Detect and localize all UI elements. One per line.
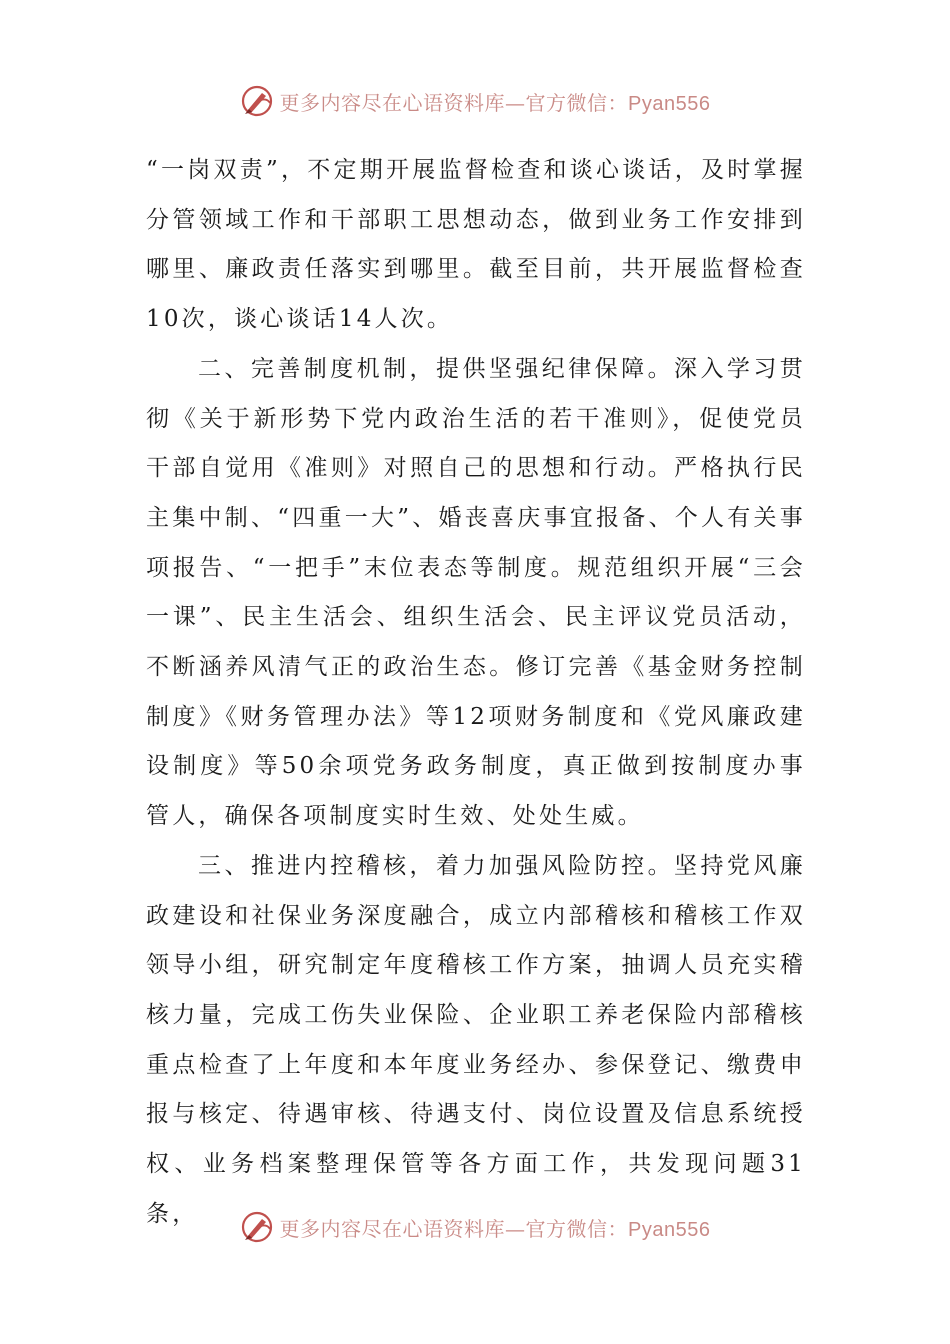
header-watermark [0, 84, 950, 118]
pen-logo-icon [240, 84, 274, 118]
watermark-text: 更多内容尽在心语资料库—官方微信： [279, 90, 629, 115]
paragraph-1: “一岗双责”，不定期开展监督检查和谈心谈话，及时掌握分管领域工作和干部职工思想动态，做到业务工作安排到哪里、廉政责任落实到哪里。截至目前，共开展监督检查10次，谈心谈话14人次。 [146, 157, 806, 333]
footer-watermark [0, 1210, 950, 1244]
paragraph-2: 二、完善制度机制，提供坚强纪律保障。深入学习贯彻《关于新形势下党内政治生活的若干准则》，促使党员干部自觉用《准则》对照自己的思想和行动。严格执行民主集中制、“四重一大”、婚丧喜庆事宜报备、个人有关事项报告、“一把手”末位表态等制度。规范组织开展“三会一课”、民主生活会、组织生活会、民主评议党员活动，不断涵养风清气正的政治生态。修订完善《基金财务控制制度》《财务管理办法》等12项财务制度和《党风廉政建设制度》等50余项党务政务制度，真正做到按制度办事管人，确保各项制度实时生效、处处生威。 [146, 355, 806, 830]
pen-logo-icon [240, 1210, 274, 1244]
watermark-text: 更多内容尽在心语资料库—官方微信： [279, 1216, 629, 1241]
paragraph-3: 三、推进内控稽核，着力加强风险防控。坚持党风廉政建设和社保业务深度融合，成立内部稽核和稽核工作双领导小组，研究制定年度稽核工作方案，抽调人员充实稽核力量，完成工伤失业保险、企业职工养老保险内部稽核重点检查了上年度和本年度业务经办、参保登记、缴费申报与核定、待遇审核、待遇支付、岗位设置及信息系统授权、业务档案整理保管等各方面工作，共发现问题31条， [146, 852, 806, 1227]
document-body [146, 146, 806, 1239]
watermark-account: Pyan556 [628, 1218, 711, 1241]
watermark-account: Pyan556 [628, 92, 711, 115]
